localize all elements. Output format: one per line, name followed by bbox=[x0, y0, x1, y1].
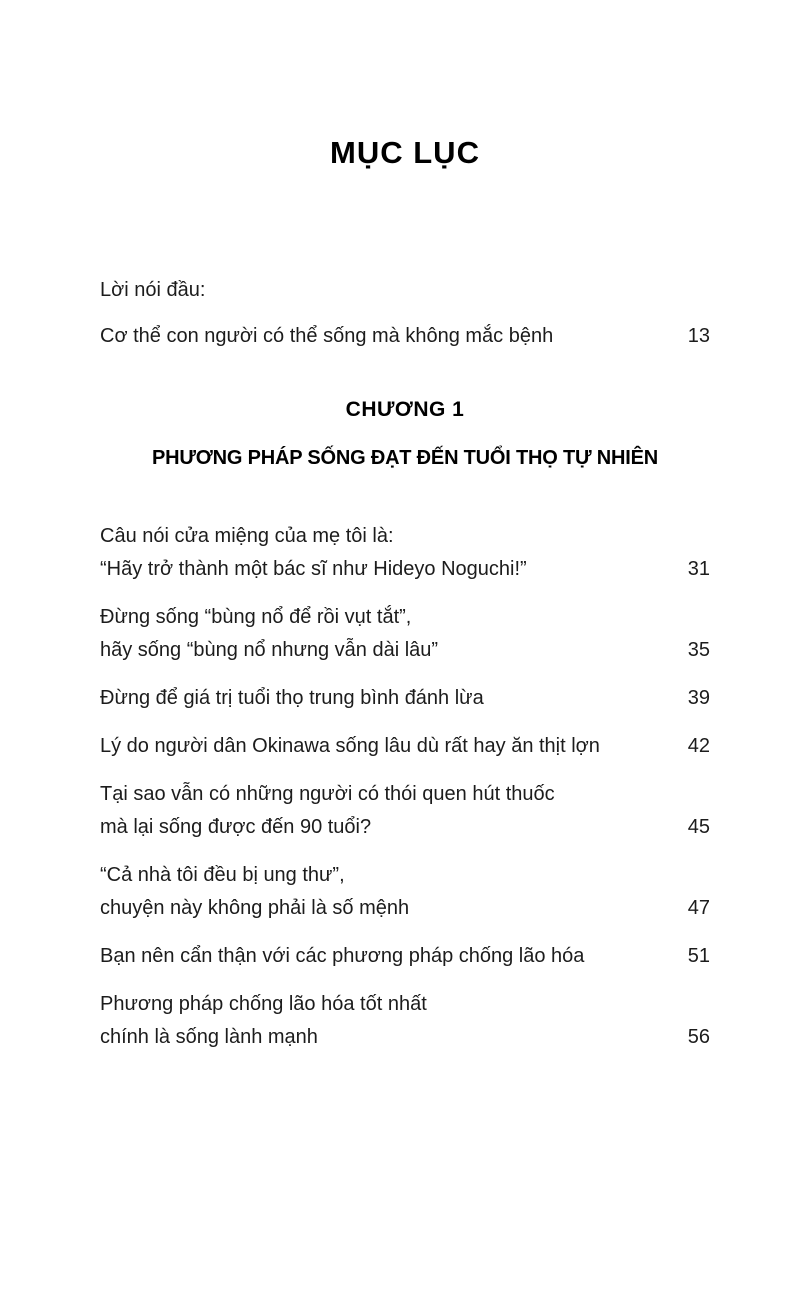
chapter-title: PHƯƠNG PHÁP SỐNG ĐẠT ĐẾN TUỔI THỌ TỰ NHIÊN bbox=[152, 447, 658, 469]
entry-line: mà lại sống được đến 90 tuổi? bbox=[100, 816, 372, 838]
entry-line: Cơ thể con người có thể sống mà không mắc bệnh bbox=[100, 325, 554, 347]
entry-line: “Cả nhà tôi đều bị ung thư”, bbox=[100, 864, 345, 886]
toc-entry-list bbox=[100, 520, 710, 1054]
toc-entry bbox=[100, 520, 710, 586]
toc-entry bbox=[100, 730, 710, 763]
entry-lines bbox=[100, 859, 668, 925]
chapter-label: CHƯƠNG 1 bbox=[345, 398, 465, 421]
book-toc-page bbox=[0, 135, 800, 1296]
toc-entry bbox=[100, 940, 710, 973]
toc-entry bbox=[100, 682, 710, 715]
entry-page-number: 45 bbox=[687, 816, 710, 838]
entry-page-number: 47 bbox=[687, 897, 710, 919]
preface-entry bbox=[100, 274, 710, 353]
entry-page-number: 35 bbox=[687, 639, 710, 661]
entry-lines bbox=[100, 988, 668, 1054]
entry-lines bbox=[100, 682, 668, 715]
entry-page-number: 39 bbox=[687, 687, 710, 709]
entry-line: Câu nói cửa miệng của mẹ tôi là: bbox=[100, 525, 394, 547]
entry-lines bbox=[100, 940, 668, 973]
entry-page-number: 51 bbox=[687, 945, 710, 967]
entry-line: chính là sống lành mạnh bbox=[100, 1026, 318, 1048]
entry-line: Bạn nên cẩn thận với các phương pháp chống lão hóa bbox=[100, 945, 585, 967]
entry-lines bbox=[100, 778, 668, 844]
entry-line: Tại sao vẫn có những người có thói quen hút thuốc bbox=[100, 783, 555, 805]
entry-line: hãy sống “bùng nổ nhưng vẫn dài lâu” bbox=[100, 639, 439, 661]
entry-line: Đừng để giá trị tuổi thọ trung bình đánh lừa bbox=[100, 687, 484, 709]
entry-line: Phương pháp chống lão hóa tốt nhất bbox=[100, 993, 427, 1015]
entry-page-number: 56 bbox=[687, 1026, 710, 1048]
entry-lines bbox=[100, 601, 668, 667]
preface-label: Lời nói đầu: bbox=[100, 279, 206, 301]
toc-entry bbox=[100, 778, 710, 844]
toc-entry bbox=[100, 601, 710, 667]
preface-row bbox=[100, 320, 710, 353]
toc-entry bbox=[100, 988, 710, 1054]
entry-lines bbox=[100, 520, 668, 586]
entry-lines bbox=[100, 730, 668, 763]
entry-page-number: 31 bbox=[687, 558, 710, 580]
entry-page-number: 42 bbox=[687, 735, 710, 757]
entry-page-number: 13 bbox=[687, 325, 710, 347]
toc-entry bbox=[100, 859, 710, 925]
page-title: MỤC LỤC bbox=[330, 135, 480, 170]
entry-line: Lý do người dân Okinawa sống lâu dù rất hay ăn thịt lợn bbox=[100, 735, 600, 757]
entry-line: “Hãy trở thành một bác sĩ như Hideyo Noguchi!” bbox=[100, 558, 527, 580]
entry-line: chuyện này không phải là số mệnh bbox=[100, 897, 410, 919]
entry-line: Đừng sống “bùng nổ để rồi vụt tắt”, bbox=[100, 606, 412, 628]
